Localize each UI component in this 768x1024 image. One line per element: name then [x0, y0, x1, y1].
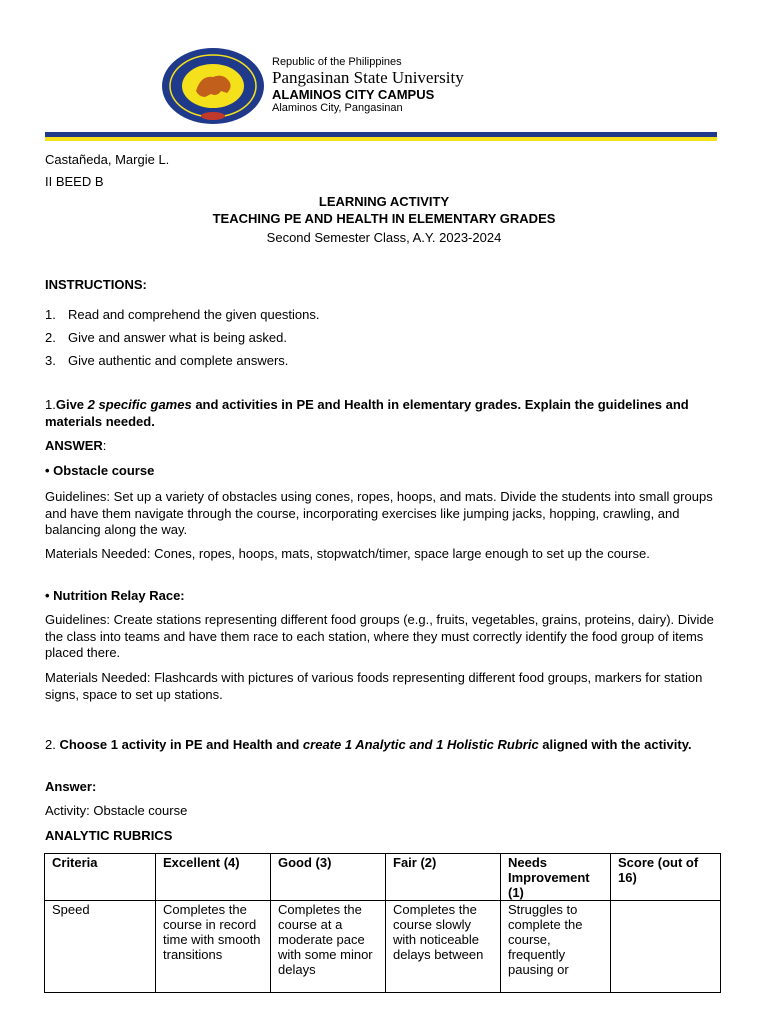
answer-label: ANSWER: [45, 438, 107, 453]
game-1-guidelines: Guidelines: Set up a variety of obstacles using cones, ropes, hoops, and mats. Divide the students into small groups and have them navigate through the course, incorporating exercises like jumping jacks, hopping, crawling, and balancing along the way. [45, 489, 713, 537]
table-cell: Speed [45, 901, 156, 993]
answer-label-2: Answer: [45, 779, 97, 794]
student-section: II BEED B [45, 174, 104, 189]
question-1: 1.Give 2 specific games and activities in PE and Health in elementary grades. Explain the guidelines and materials needed. [45, 397, 689, 429]
list-item: 1. Read and comprehend the given questions. [45, 307, 320, 322]
republic-text: Republic of the Philippines [272, 56, 402, 68]
campus-name: ALAMINOS CITY CAMPUS [272, 87, 435, 102]
game-2-guidelines: Guidelines: Create stations representing different food groups (e.g., fruits, vegetables, grains, proteins, dairy). Divide the class into teams and have them race to each station, where they must correctly identify the food group of items placed there. [45, 612, 714, 660]
game-2-materials: Materials Needed: Flashcards with pictures of various foods representing different food groups, markers for station signs, space to set up stations. [45, 670, 703, 702]
table-cell: Completes the course in record time with smooth transitions [156, 901, 271, 993]
university-name: Pangasinan State University [272, 68, 464, 87]
column-header: Excellent (4) [156, 854, 271, 901]
column-header: Score (out of 16) [611, 854, 721, 901]
university-seal-logo [161, 47, 265, 125]
question-2: 2. Choose 1 activity in PE and Health and create 1 Analytic and 1 Holistic Rubric aligned with the activity. [45, 737, 692, 752]
table-cell: Completes the course slowly with noticeable delays between [386, 901, 501, 993]
instructions-heading: INSTRUCTIONS: [45, 277, 147, 292]
game-1-materials: Materials Needed: Cones, ropes, hoops, mats, stopwatch/timer, space large enough to set up the course. [45, 546, 650, 561]
analytic-rubric-table [44, 853, 721, 993]
student-name: Castañeda, Margie L. [45, 152, 170, 167]
course-title: TEACHING PE AND HEALTH IN ELEMENTARY GRADES [212, 211, 556, 226]
rubric-heading: ANALYTIC RUBRICS [45, 828, 173, 843]
game-1-title: • Obstacle course [45, 463, 155, 478]
campus-city: Alaminos City, Pangasinan [272, 102, 403, 114]
column-header: Good (3) [271, 854, 386, 901]
table-header-row [45, 854, 721, 901]
table-row [45, 901, 721, 993]
table-cell [611, 901, 721, 993]
activity-line: Activity: Obstacle course [45, 803, 188, 818]
column-header: Needs Improvement (1) [501, 854, 611, 901]
column-header: Criteria [45, 854, 156, 901]
list-item: 3. Give authentic and complete answers. [45, 353, 289, 368]
table-cell: Struggles to complete the course, frequently pausing or [501, 901, 611, 993]
semester-line: Second Semester Class, A.Y. 2023-2024 [266, 230, 502, 245]
header-divider-yellow [45, 137, 717, 141]
game-2-title: • Nutrition Relay Race: [45, 588, 185, 603]
column-header: Fair (2) [386, 854, 501, 901]
table-cell: Completes the course at a moderate pace with some minor delays [271, 901, 386, 993]
list-item: 2. Give and answer what is being asked. [45, 330, 287, 345]
activity-title: LEARNING ACTIVITY [318, 194, 450, 209]
